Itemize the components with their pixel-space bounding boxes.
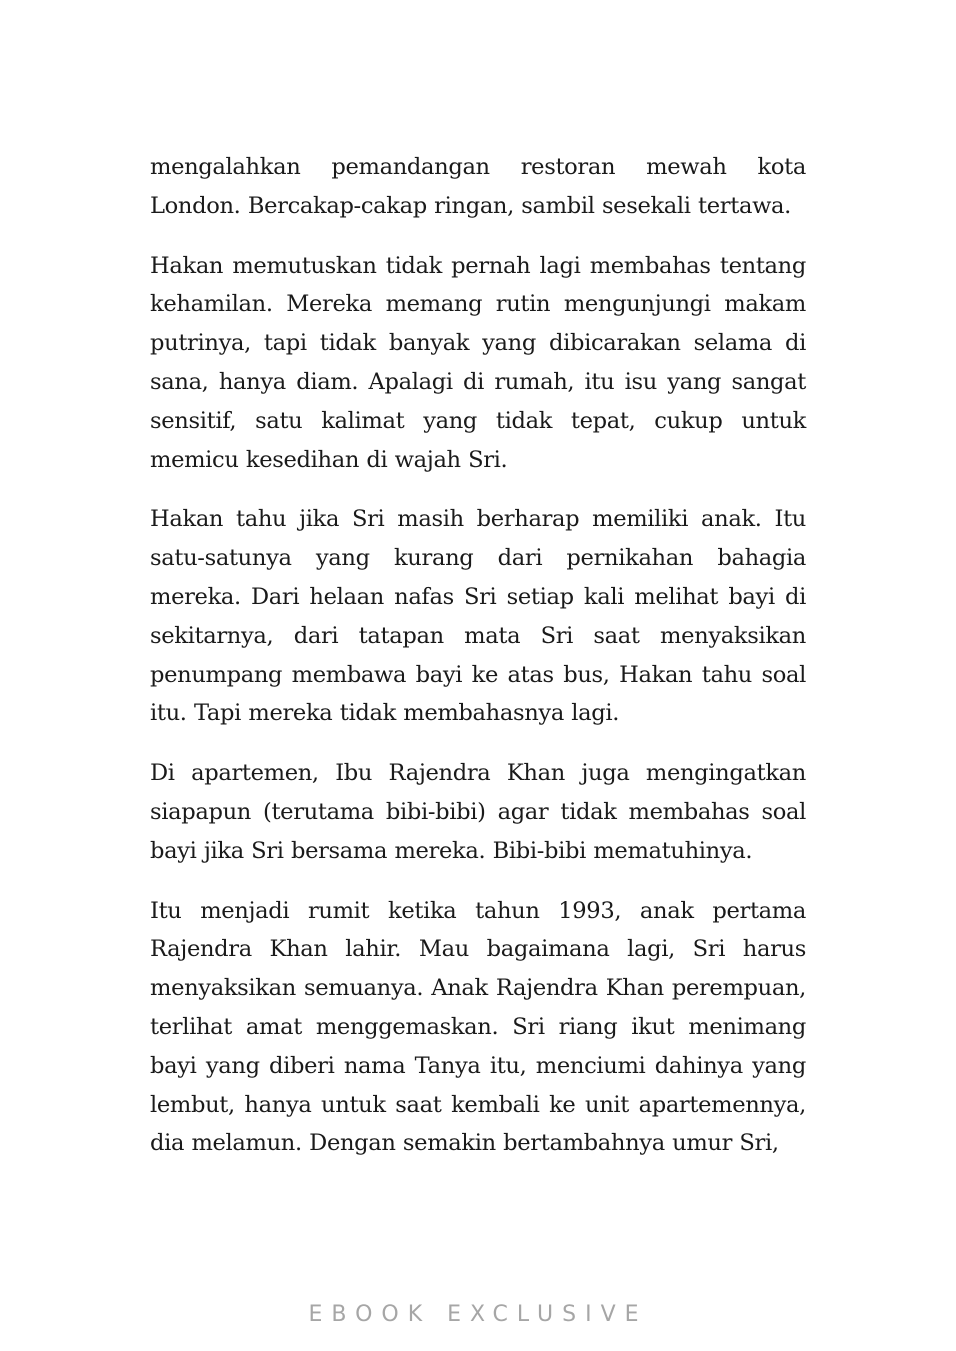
paragraph-4: Di apartemen, Ibu Rajendra Khan juga mengingatkan siapapun (terutama bibi-bibi) agar tidak membahas soal bayi jika Sri bersama mereka. Bibi-bibi mematuhinya. [150,760,806,864]
ebook-exclusive-footer: EBOOK EXCLUSIVE [308,1302,648,1327]
paragraph-3: Hakan tahu jika Sri masih berharap memiliki anak. Itu satu-satunya yang kurang dari pernikahan bahagia mereka. Dari helaan nafas Sri setiap kali melihat bayi di sekitarnya, dari tatapan mata Sri saat menyaksikan penumpang membawa bayi ke atas bus, Hakan tahu soal itu. Tapi mereka tidak membahasnya lagi. [150,506,806,727]
paragraph-1: mengalahkan pemandangan restoran mewah kota London. Bercakap-cakap ringan, sambil sesekali tertawa. [150,154,806,219]
paragraph-2: Hakan memutuskan tidak pernah lagi membahas tentang kehamilan. Mereka memang rutin mengunjungi makam putrinya, tapi tidak banyak yang dibicarakan selama di sana, hanya diam. Apalagi di rumah, itu isu yang sangat sensitif, satu kalimat yang tidak tepat, cukup untuk memicu kesedihan di wajah Sri. [150,252,806,473]
page-body-text [150,148,806,1184]
paragraph-5: Itu menjadi rumit ketika tahun 1993, anak pertama Rajendra Khan lahir. Mau bagaimana lagi, Sri harus menyaksikan semuanya. Anak Rajendra Khan perempuan, terlihat amat menggemaskan. Sri riang ikut menimang bayi yang diberi nama Tanya itu, menciumi dahinya yang lembut, hanya untuk saat kembali ke unit apartemennya, dia melamun. Dengan semakin bertambahnya umur Sri, [150,897,806,1157]
